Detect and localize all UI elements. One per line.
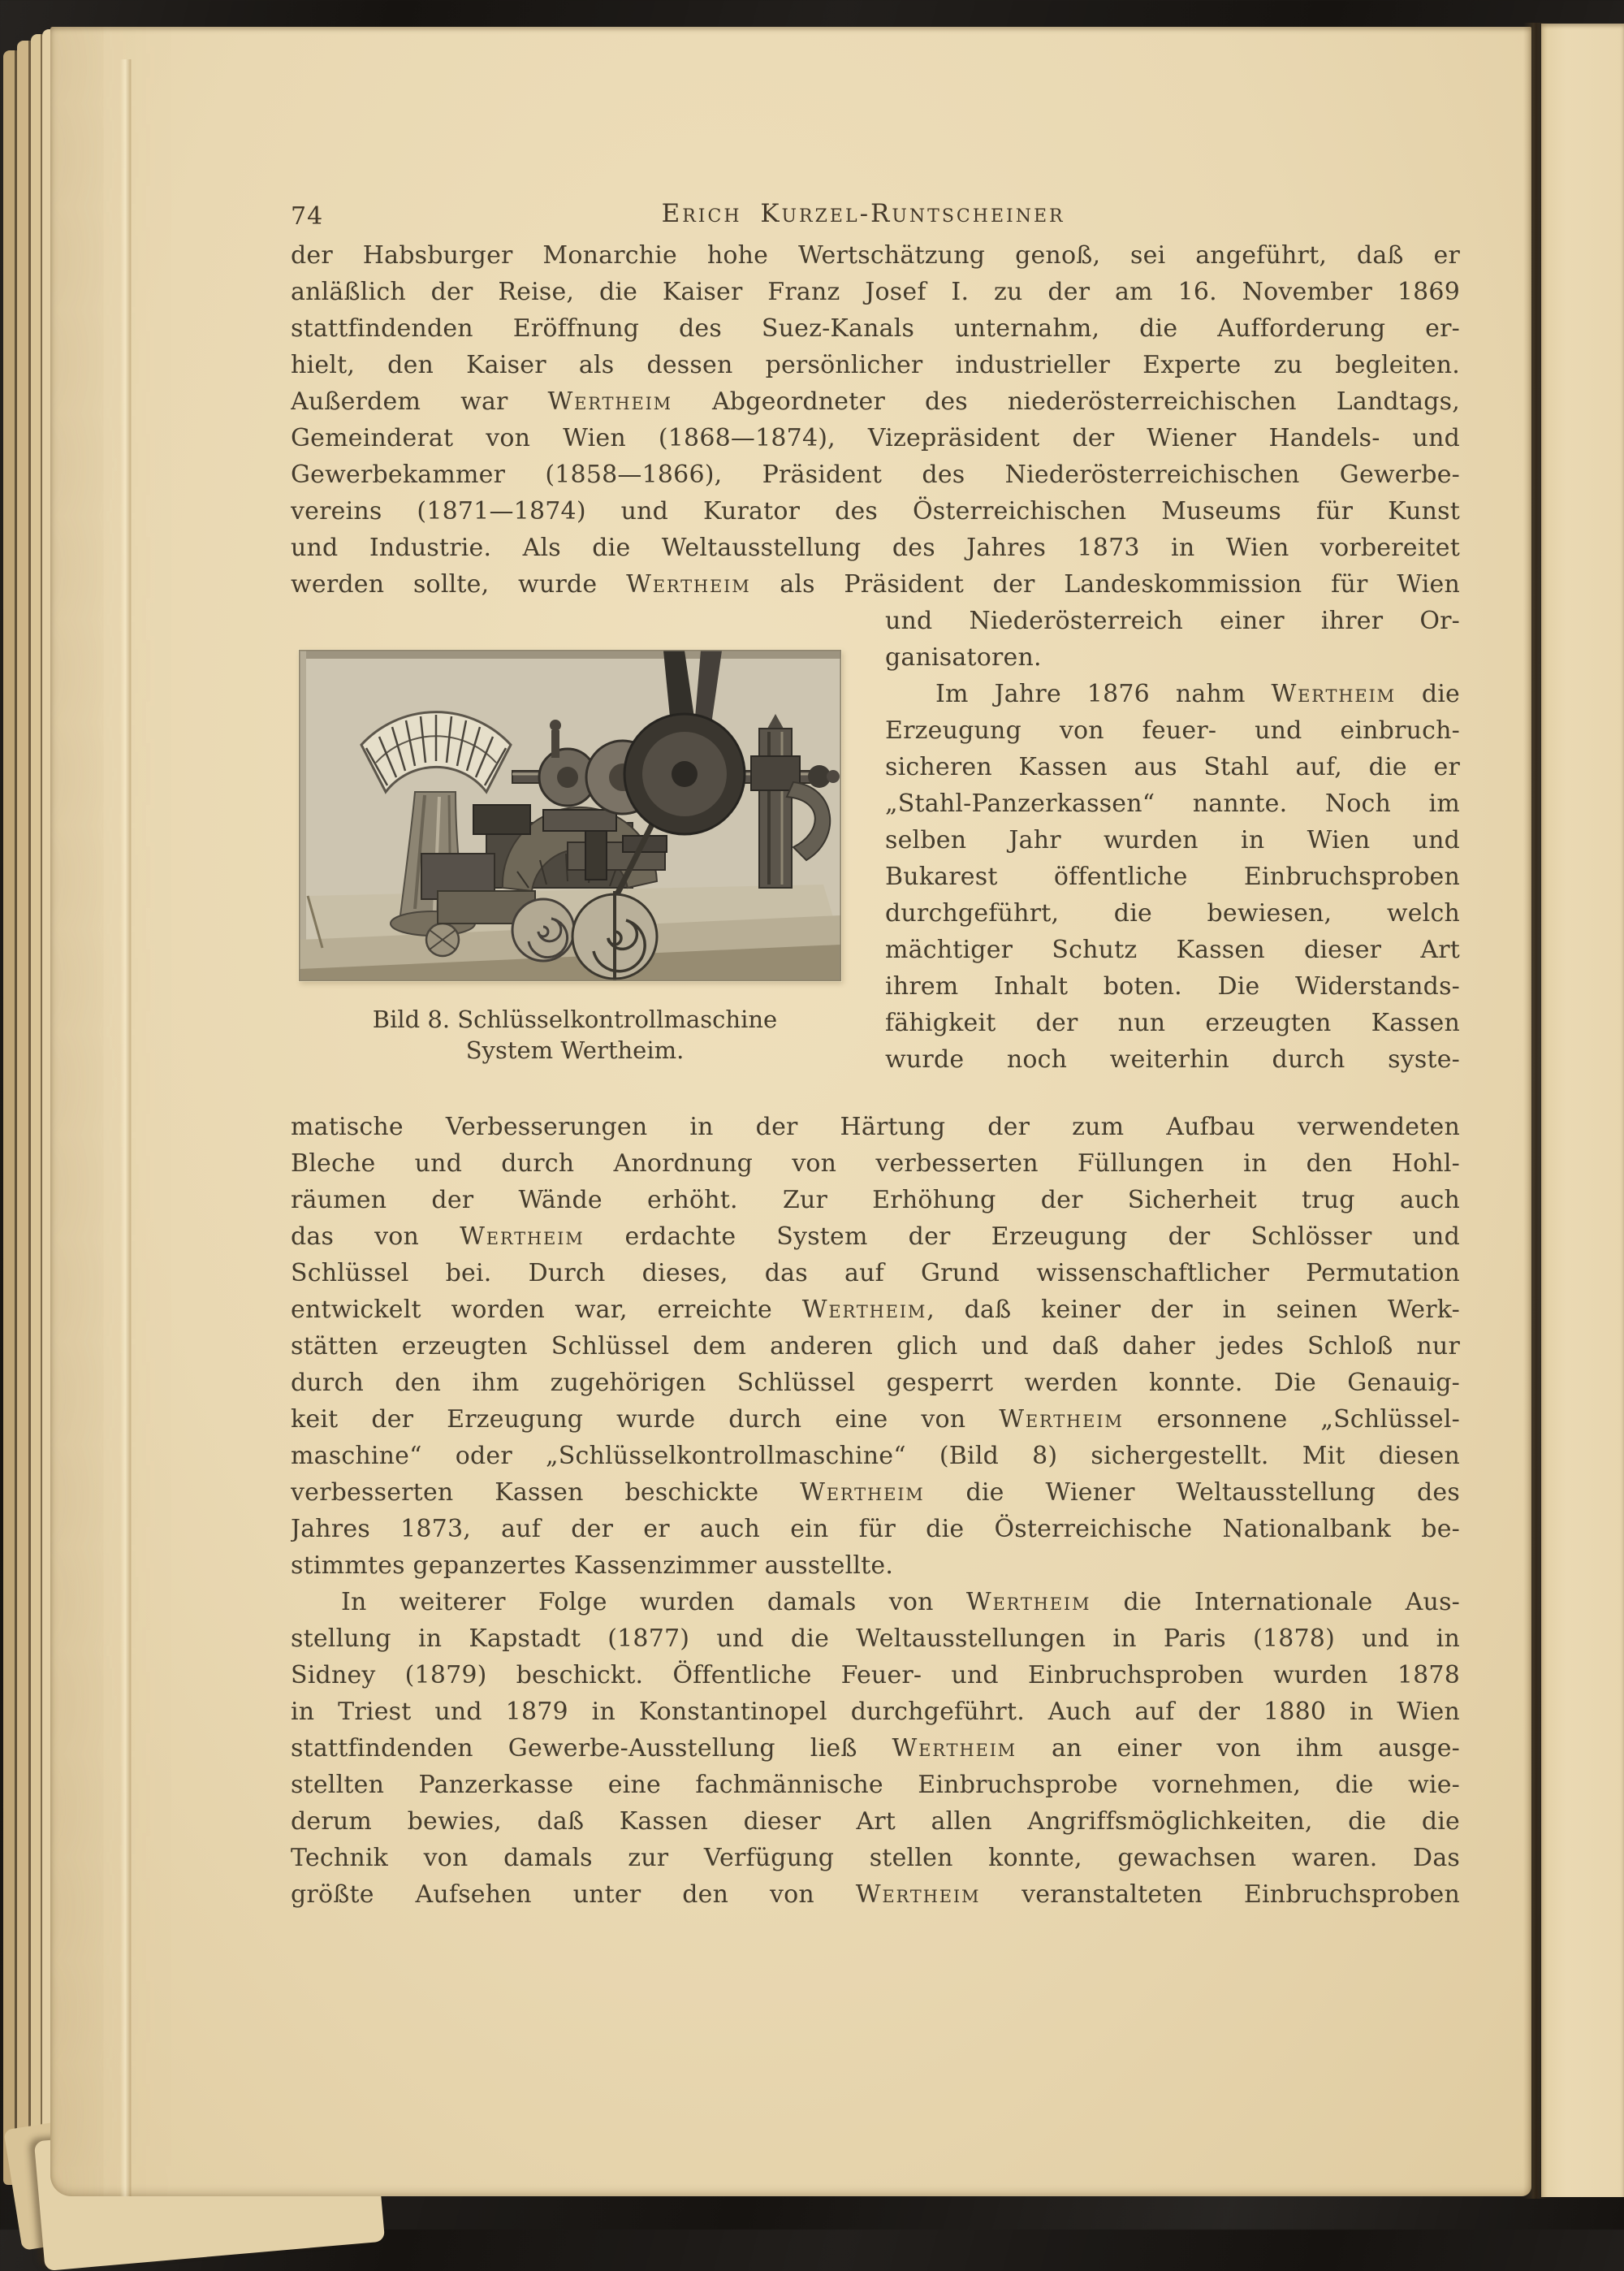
text-line: werden sollte, wurde Wertheim als Präsident der Landeskommission für Wien <box>291 570 1460 599</box>
body-text <box>291 237 1460 1913</box>
text-line: räumen der Wände erhöht. Zur Erhöhung der Sicherheit trug auch <box>291 1186 1460 1214</box>
text-line: der Habsburger Monarchie hohe Wertschätzung genoß, sei angeführt, daß er <box>291 241 1460 270</box>
page-edge-strip <box>31 34 42 2200</box>
text-line: durch den ihm zugehörigen Schlüssel gesperrt werden konnte. Die Genauig- <box>291 1369 1460 1397</box>
text-line: hielt, den Kaiser als dessen persönlicher industrieller Experte zu begleiten. <box>291 351 1460 379</box>
text-line: ihrem Inhalt boten. Die Widerstands- <box>885 972 1460 1001</box>
text-line: in Triest und 1879 in Konstantinopel durchgeführt. Auch auf der 1880 in Wien <box>291 1698 1460 1726</box>
text-line: ganisatoren. <box>885 643 1042 672</box>
caption-line-1: Bild 8. Schlüsselkontrollmaschine <box>372 1006 778 1033</box>
text-line: und Industrie. Als die Weltausstellung des Jahres 1873 in Wien vorbereitet <box>291 534 1460 562</box>
text-line: sicheren Kassen aus Stahl auf, die er <box>885 753 1460 781</box>
text-line: stattfindenden Gewerbe-Ausstellung ließ Wertheim an einer von ihm ausge- <box>291 1734 1460 1763</box>
text-line: selben Jahr wurden in Wien und <box>885 826 1460 854</box>
text-line: größte Aufsehen unter den von Wertheim veranstalteten Einbruchsproben <box>291 1880 1460 1909</box>
page-gutter <box>1523 23 1548 2199</box>
running-header: Erich Kurzel-Runtscheiner <box>661 199 1065 228</box>
book-page <box>50 27 1531 2196</box>
text-line: und Niederösterreich einer ihrer Or- <box>885 607 1460 635</box>
text-line: In weiterer Folge wurden damals von Wertheim die Internationale Aus- <box>341 1588 1460 1616</box>
text-line: Schlüssel bei. Durch dieses, das auf Grund wissenschaftlicher Permutation <box>291 1259 1460 1287</box>
text-line: stätten erzeugten Schlüssel dem anderen glich und daß daher jedes Schloß nur <box>291 1332 1460 1360</box>
text-line: vereins (1871—1874) und Kurator des Österreichischen Museums für Kunst <box>291 497 1460 526</box>
spiral-wheel-small <box>512 899 574 961</box>
text-line: entwickelt worden war, erreichte Wertheim, daß keiner der in seinen Werk- <box>291 1296 1460 1324</box>
page-number: 74 <box>291 202 324 231</box>
text-line: Jahres 1873, auf der er auch ein für die Österreichische Nationalbank be- <box>291 1515 1460 1543</box>
adjacent-page <box>1541 24 1624 2197</box>
text-line: Außerdem war Wertheim Abgeordneter des niederösterreichischen Landtags, <box>291 387 1460 416</box>
text-line: durchgeführt, die bewiesen, welch <box>885 899 1460 928</box>
text-line: das von Wertheim erdachte System der Erzeugung der Schlösser und <box>291 1222 1460 1251</box>
text-line: Bleche und durch Anordnung von verbesserten Füllungen in den Hohl- <box>291 1149 1460 1178</box>
text-line: Bukarest öffentliche Einbruchsproben <box>885 863 1460 891</box>
text-line: matische Verbesserungen in der Härtung der zum Aufbau verwendeten <box>291 1113 1460 1141</box>
text-line: derum bewies, daß Kassen dieser Art allen Angriffsmöglichkeiten, die die <box>291 1807 1460 1836</box>
text-line: anläßlich der Reise, die Kaiser Franz Josef I. zu der am 16. November 1869 <box>291 278 1460 306</box>
running-head <box>291 199 1460 231</box>
text-line: Sidney (1879) beschickt. Öffentliche Feuer- und Einbruchsproben wurden 1878 <box>291 1661 1460 1689</box>
page-edge-strip <box>17 41 31 2194</box>
text-line: Technik von damals zur Verfügung stellen konnte, gewachsen waren. Das <box>291 1844 1460 1872</box>
text-line: Gemeinderat von Wien (1868—1874), Vizepräsident der Wiener Handels- und <box>291 424 1460 452</box>
text-line: wurde noch weiterhin durch syste- <box>885 1045 1460 1074</box>
text-line: verbesserten Kassen beschickte Wertheim die Wiener Weltausstellung des <box>291 1478 1460 1507</box>
text-line: stellung in Kapstadt (1877) und die Weltausstellungen in Paris (1878) und in <box>291 1624 1460 1653</box>
page-edge-strip <box>3 50 17 2185</box>
text-line: stimmtes gepanzertes Kassenzimmer ausstellte. <box>291 1551 894 1580</box>
figure-caption <box>299 1004 851 1066</box>
text-line: fähigkeit der nun erzeugten Kassen <box>885 1009 1460 1037</box>
text-line: stattfindenden Eröffnung des Suez-Kanals unternahm, die Aufforderung er- <box>291 314 1460 343</box>
text-line: maschine“ oder „Schlüsselkontrollmaschine“ (Bild 8) sichergestellt. Mit diesen <box>291 1442 1460 1470</box>
text-line: „Stahl-Panzerkassen“ nannte. Noch im <box>885 789 1460 818</box>
figure-bild-8 <box>299 650 851 1066</box>
text-line: keit der Erzeugung wurde durch eine von Wertheim ersonnene „Schlüssel- <box>291 1405 1460 1434</box>
text-line: mächtiger Schutz Kassen dieser Art <box>885 936 1460 964</box>
text-line: stellten Panzerkasse eine fachmännische Einbruchsprobe vornehmen, die wie- <box>291 1771 1460 1799</box>
text-line: Erzeugung von feuer- und einbruch- <box>885 716 1460 745</box>
text-line: Im Jahre 1876 nahm Wertheim die <box>935 680 1460 708</box>
text-line: Gewerbekammer (1858—1866), Präsident des Niederösterreichischen Gewerbe- <box>291 461 1460 489</box>
figure-plate <box>299 650 841 981</box>
hinge-highlight <box>120 59 132 2196</box>
machine-illustration <box>300 651 840 980</box>
caption-line-2: System Wertheim. <box>465 1036 685 1064</box>
